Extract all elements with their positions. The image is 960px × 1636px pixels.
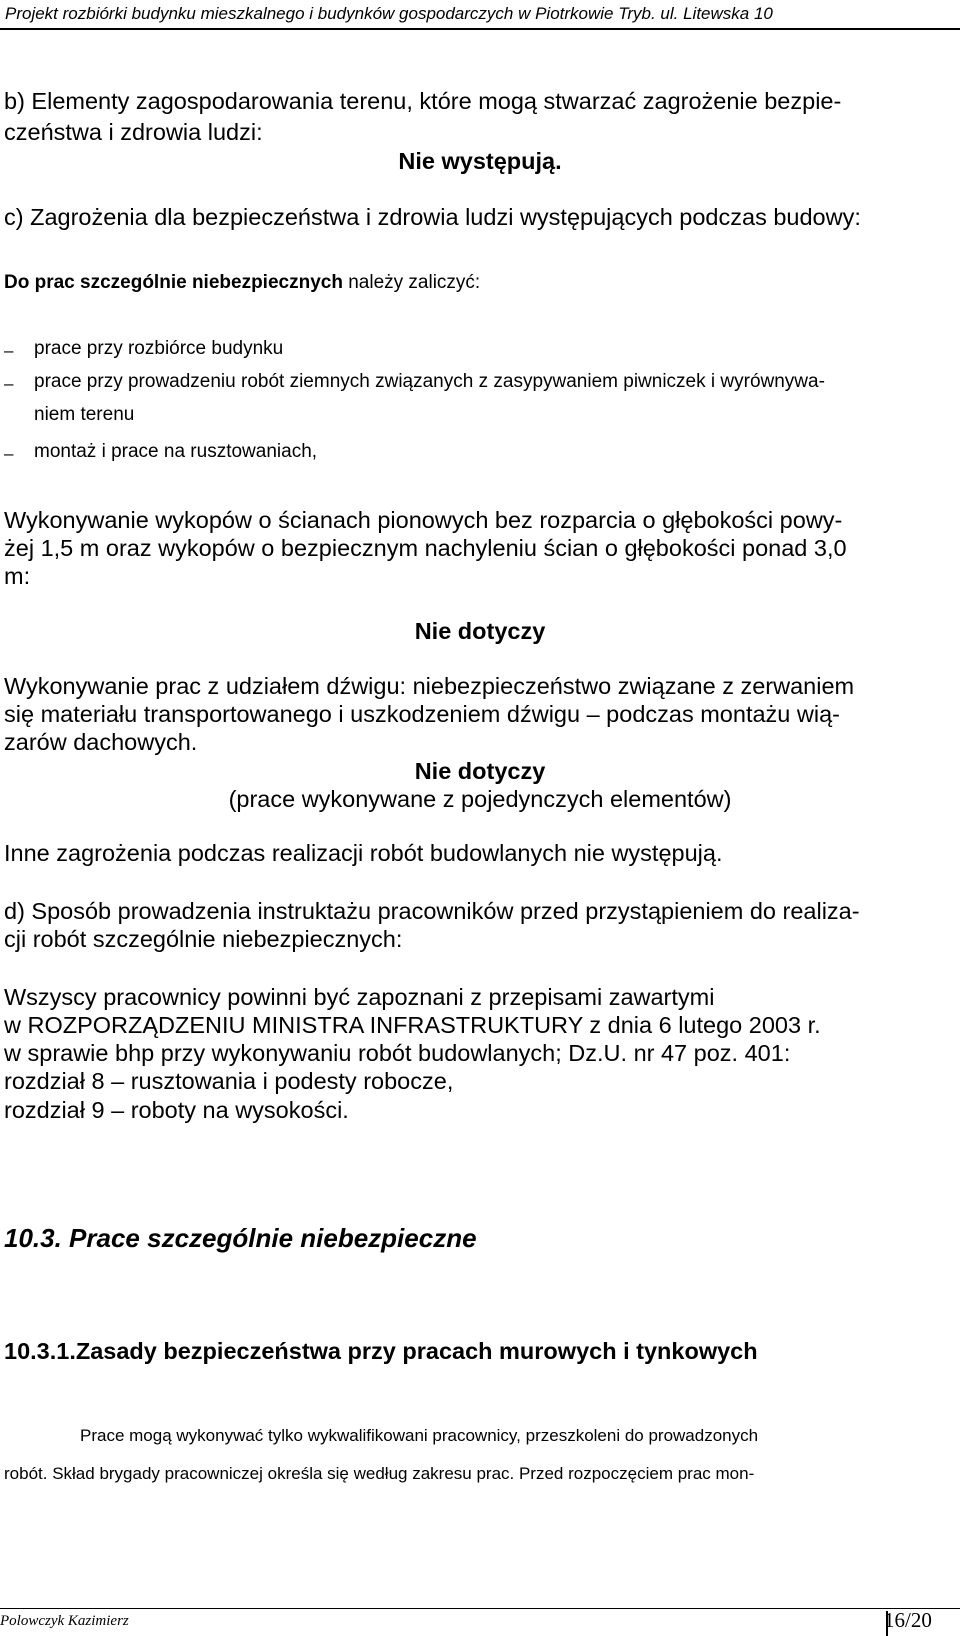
section-c-heading: c) Zagrożenia dla bezpieczeństwa i zdrowia ludzi występujących podczas budowy:: [4, 204, 861, 230]
section-d-body: rozdział 8 – rusztowania i podesty robocze,: [4, 1068, 454, 1094]
bullet-dash: –: [4, 444, 14, 463]
excavation-answer: Nie dotyczy: [414, 618, 546, 644]
bullet-text-continued: niem terenu: [34, 404, 135, 425]
bullet-text: montaż i prace na rusztowaniach,: [34, 441, 318, 462]
excavation-line: Wykonywanie wykopów o ścianach pionowych bez rozparcia o głębokości powy-: [4, 507, 843, 533]
header-title: Projekt rozbiórki budynku mieszkalnego i budynków gospodarczych w Piotrkowie Tryb. ul. Litewska 10: [5, 4, 773, 23]
paragraph-line: Prace mogą wykonywać tylko wykwalifikowani pracownicy, przeszkoleni do prowadzonych: [80, 1426, 759, 1445]
page-header: [0, 0, 960, 30]
crane-line: się materiału transportowanego i uszkodzeniem dźwigu – podczas montażu wią-: [4, 701, 840, 727]
crane-line: zarów dachowych.: [4, 729, 198, 755]
page-number: 16/20: [884, 1608, 932, 1632]
section-d-body: w ROZPORZĄDZENIU MINISTRA INFRASTRUKTURY z dnia 6 lutego 2003 r.: [4, 1012, 821, 1038]
footer-rule: [0, 1608, 960, 1609]
section-b-line2: czeństwa i zdrowia ludzi:: [4, 119, 263, 145]
section-c-intro: [4, 272, 480, 294]
section-d-body: rozdział 9 – roboty na wysokości.: [4, 1097, 349, 1123]
crane-note: (prace wykonywane z pojedynczych elementów): [228, 786, 732, 812]
section-heading: 10.3. Prace szczególnie niebezpieczne: [4, 1223, 477, 1253]
other-hazards: Inne zagrożenia podczas realizacji robót budowlanych nie występują.: [4, 840, 723, 866]
crane-line: Wykonywanie prac z udziałem dźwigu: niebezpieczeństwo związane z zerwaniem: [4, 673, 855, 699]
section-c-intro-rest: należy zaliczyć:: [342, 272, 481, 293]
section-c-intro-bold: Do prac szczególnie niebezpiecznych: [4, 272, 343, 293]
section-d-body: w sprawie bhp przy wykonywaniu robót budowlanych; Dz.U. nr 47 poz. 401:: [4, 1040, 791, 1066]
crane-answer: Nie dotyczy: [414, 758, 546, 784]
section-d-body: Wszyscy pracownicy powinni być zapoznani z przepisami zawartymi: [4, 984, 715, 1010]
section-b-line1: b) Elementy zagospodarowania terenu, które mogą stwarzać zagrożenie bezpie-: [4, 88, 842, 114]
section-b-answer: Nie występują.: [398, 148, 562, 174]
excavation-line: m:: [4, 563, 31, 589]
bullet-dash: –: [4, 374, 14, 393]
excavation-line: żej 1,5 m oraz wykopów o bezpiecznym nachyleniu ścian o głębokości ponad 3,0: [4, 535, 847, 561]
section-d-heading: cji robót szczególnie niebezpiecznych:: [4, 926, 403, 952]
paragraph-line: robót. Skład brygady pracowniczej określa się według zakresu prac. Przed rozpoczęciem prac mon-: [4, 1464, 755, 1483]
subsection-heading: 10.3.1.Zasady bezpieczeństwa przy pracach murowych i tynkowych: [4, 1338, 758, 1364]
footer-author: Polowczyk Kazimierz: [0, 1613, 129, 1629]
bullet-text: prace przy prowadzeniu robót ziemnych związanych z zasypywaniem piwniczek i wyrównywa-: [34, 371, 825, 392]
bullet-dash: –: [4, 341, 14, 360]
bullet-text: prace przy rozbiórce budynku: [34, 338, 284, 359]
section-d-heading: d) Sposób prowadzenia instruktażu pracowników przed przystąpieniem do realiza-: [4, 898, 860, 924]
